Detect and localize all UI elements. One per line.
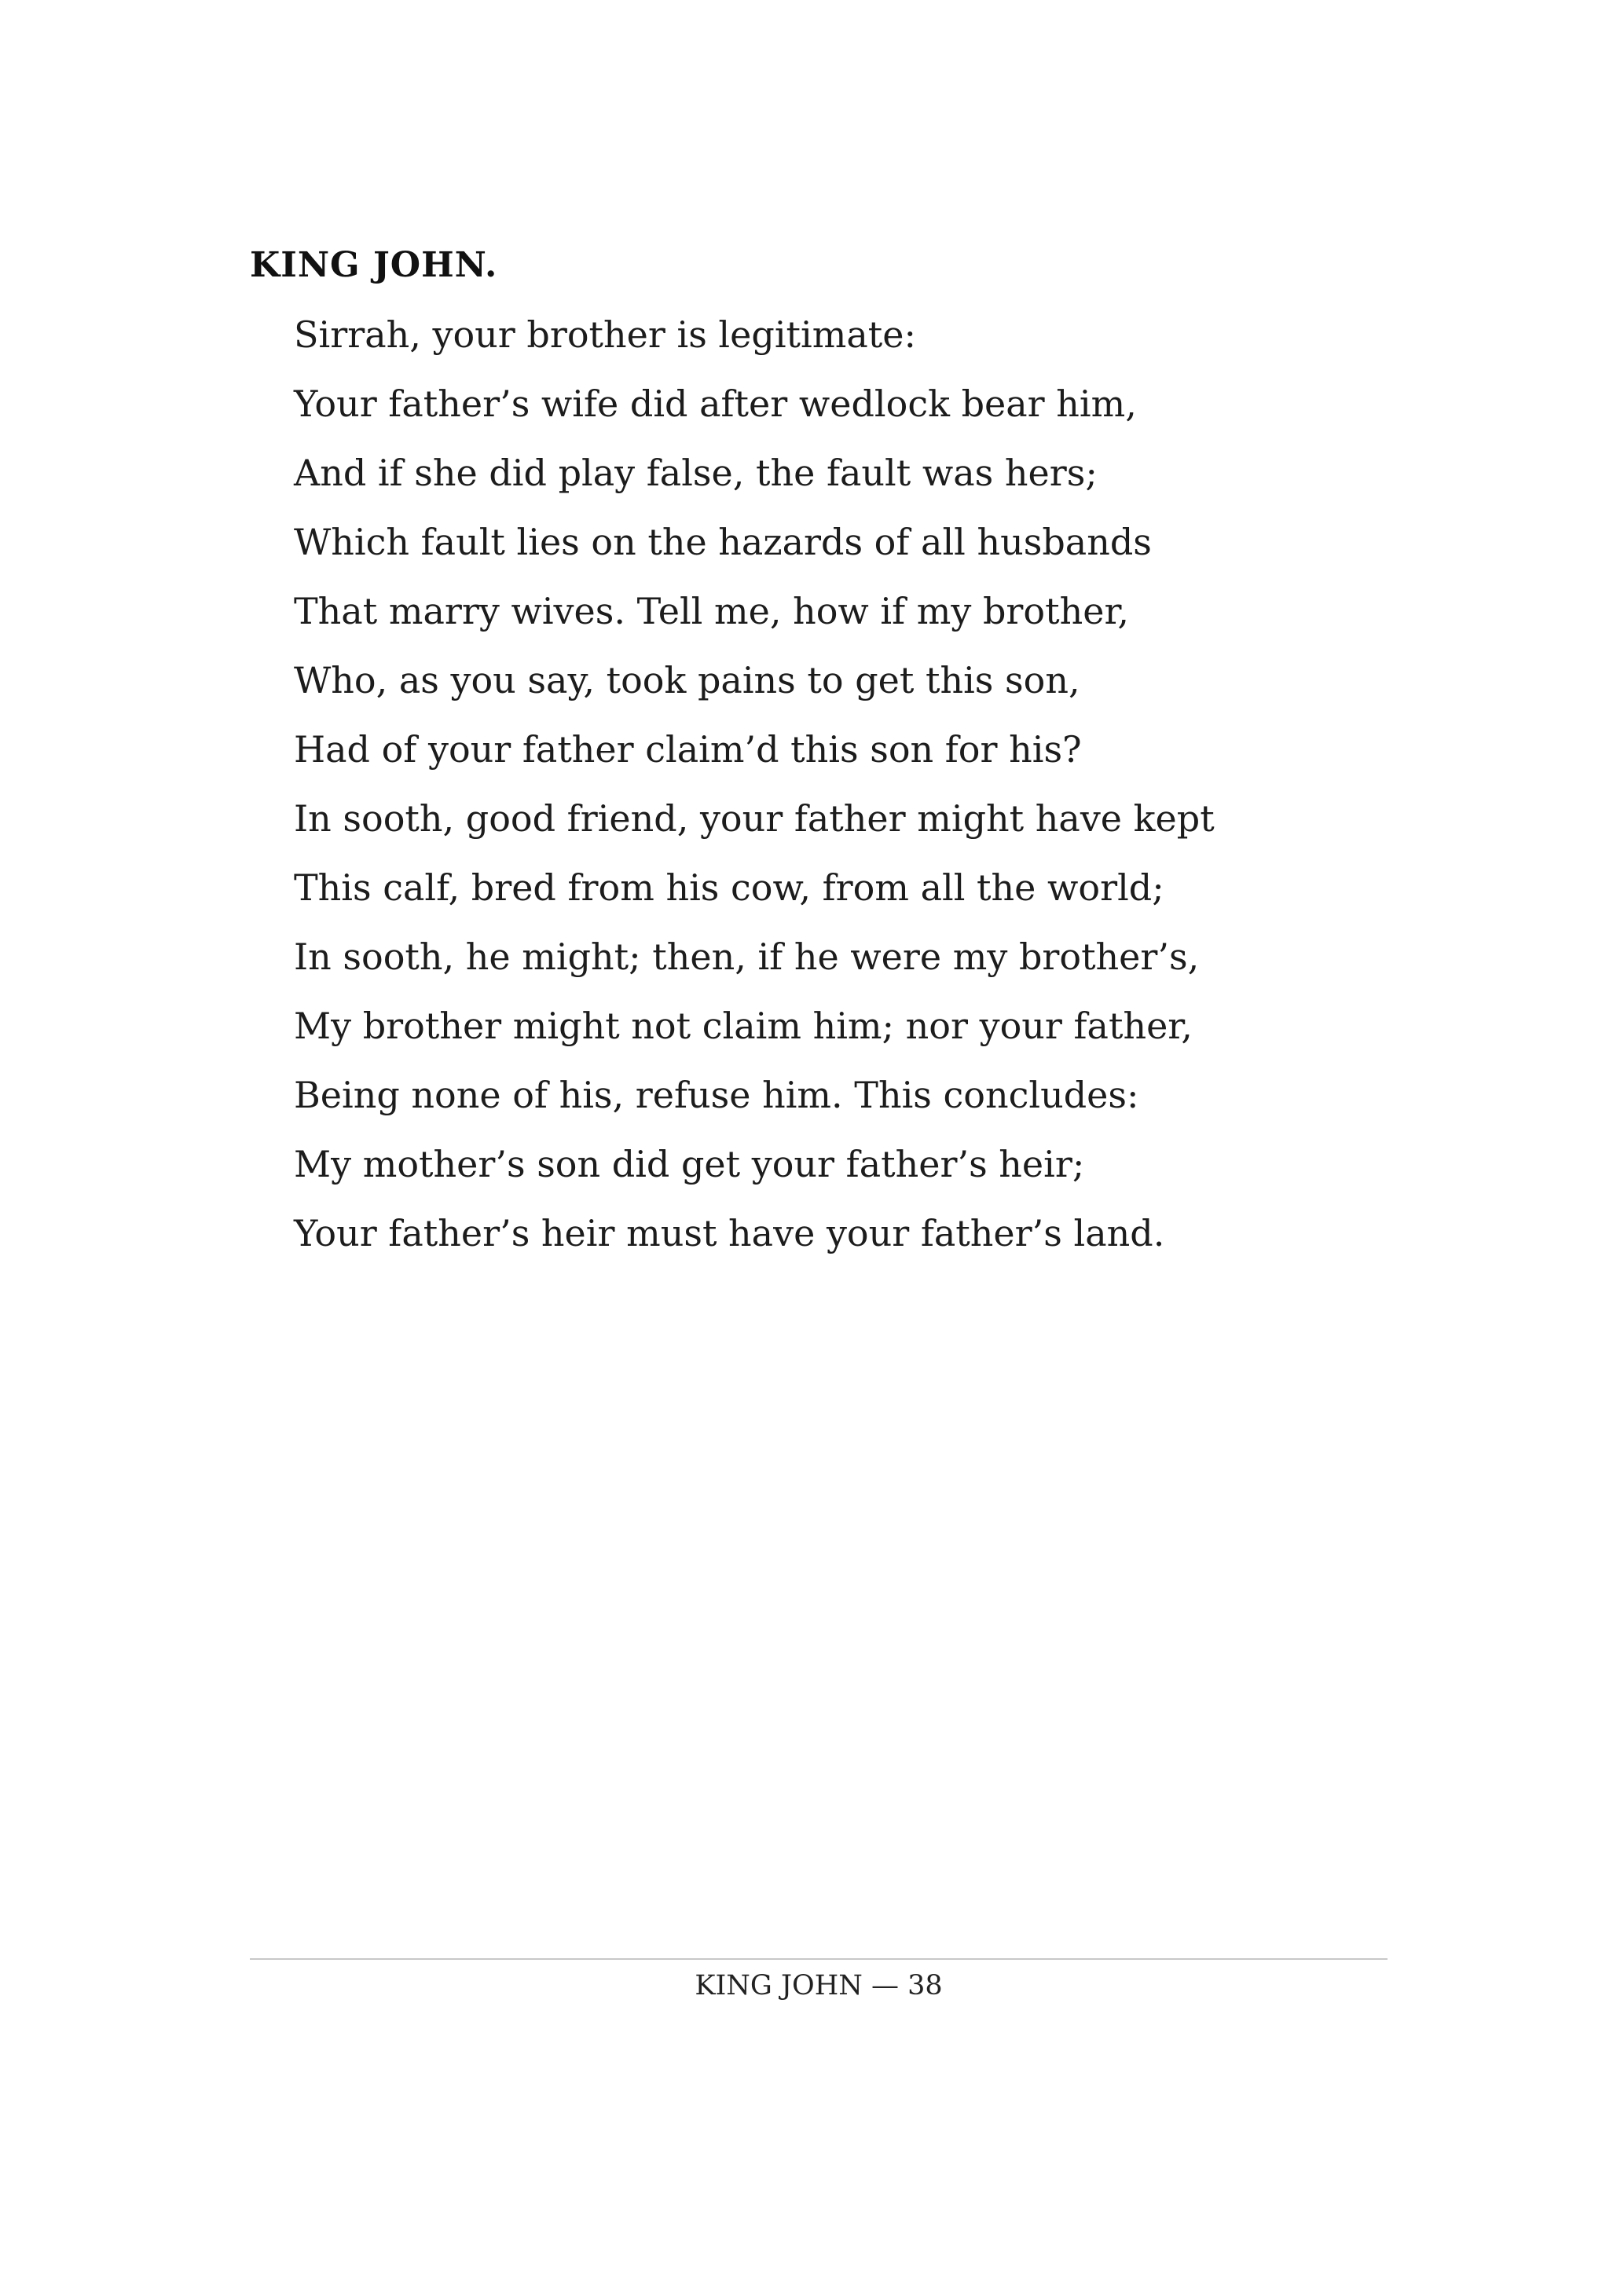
- verse-line: Sirrah, your brother is legitimate:: [294, 313, 916, 356]
- verse-line: In sooth, he might; then, if he were my brother’s,: [294, 936, 1200, 978]
- verse-line: In sooth, good friend, your father might have kept: [294, 797, 1215, 840]
- speaker-name: KING JOHN.: [250, 245, 498, 285]
- verse-line: This calf, bred from his cow, from all the world;: [294, 866, 1164, 909]
- verse-line: Which fault lies on the hazards of all husbands: [294, 521, 1152, 563]
- verse-line: Your father’s wife did after wedlock bear him,: [294, 383, 1137, 425]
- verse-line: Had of your father claim’d this son for his?: [294, 728, 1082, 771]
- verse-line: My mother’s son did get your father’s heir;: [294, 1143, 1085, 1185]
- verse-line: My brother might not claim him; nor your father,: [294, 1005, 1193, 1047]
- verse-line: Being none of his, refuse him. This concludes:: [294, 1074, 1139, 1116]
- verse-line: And if she did play false, the fault was hers;: [294, 452, 1098, 494]
- verse-line: Who, as you say, took pains to get this son,: [294, 659, 1080, 701]
- page-footer: KING JOHN — 38: [695, 1970, 943, 2001]
- verse-line: Your father’s heir must have your father’s land.: [294, 1212, 1165, 1254]
- verse-block: [294, 310, 1215, 1278]
- footer-divider: [250, 1958, 1388, 1960]
- verse-line: That marry wives. Tell me, how if my brother,: [294, 590, 1130, 632]
